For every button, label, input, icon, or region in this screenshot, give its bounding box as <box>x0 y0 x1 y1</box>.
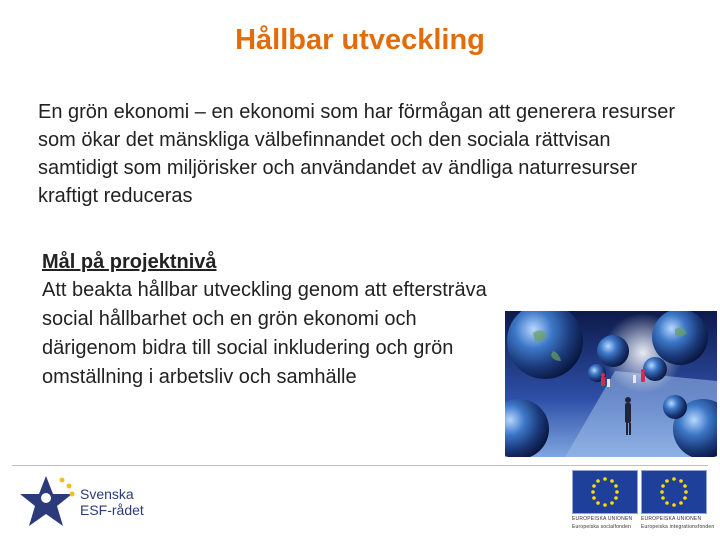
eu-flag-icon <box>572 470 638 514</box>
esf-star-logo-icon <box>14 472 78 534</box>
photo-illustration <box>505 311 717 457</box>
eu-caption-title: EUROPEISKA UNIONEN <box>641 516 702 522</box>
slide-title: Hållbar utveckling <box>235 24 485 56</box>
esf-wordmark <box>80 486 144 518</box>
esf-line1: Svenska <box>80 486 134 502</box>
esf-line2: ESF-rådet <box>80 502 144 518</box>
eu-caption-title: EUROPEISKA UNIONEN <box>572 516 633 522</box>
footer-divider <box>12 465 708 466</box>
globes-and-figures-photo <box>505 311 717 457</box>
eu-logo-integration-fund <box>641 470 715 530</box>
eu-logo-social-fund <box>572 470 642 530</box>
eu-flag-icon <box>641 470 707 514</box>
eu-caption-fund: Europeiska integrationsfonden <box>641 524 715 530</box>
intro-paragraph: En grön ekonomi – en ekonomi som har förmågan att generera resurser som ökar det mänskliga välbefinnandet och den sociala rättvisan samtidigt som miljörisker och användandet av ändliga naturresurser kraftigt reduceras <box>38 101 676 207</box>
goal-heading: Mål på projektnivå <box>42 251 217 273</box>
eu-caption-fund: Europeiska socialfonden <box>572 524 632 530</box>
goal-paragraph: Att beakta hållbar utveckling genom att eftersträva social hållbarhet och en grön ekonomi och därigenom bidra till social inkludering och grön omställning i arbetsliv och samhälle <box>42 279 487 388</box>
